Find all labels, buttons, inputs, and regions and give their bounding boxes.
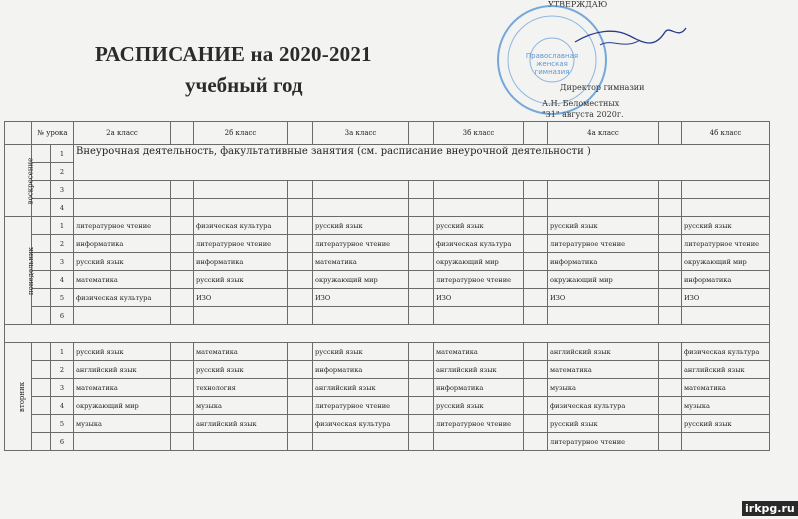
- svg-text:гимназия: гимназия: [534, 68, 570, 76]
- day-separator: [5, 325, 770, 343]
- room-cell: [659, 307, 682, 325]
- subject-cell: [682, 433, 770, 451]
- subject-cell: математика: [434, 343, 524, 361]
- room-cell: [171, 379, 194, 397]
- subject-cell: [313, 433, 409, 451]
- subject-cell: информатика: [194, 253, 288, 271]
- room-cell: [171, 235, 194, 253]
- subject-cell: ИЗО: [434, 289, 524, 307]
- subject-cell: русский язык: [74, 343, 171, 361]
- room-cell: [524, 415, 548, 433]
- room-cell: [288, 289, 313, 307]
- room-cell: [171, 415, 194, 433]
- room-cell: [409, 415, 434, 433]
- subject-cell: [194, 433, 288, 451]
- room-cell: [171, 361, 194, 379]
- subject-cell: физическая культура: [548, 397, 659, 415]
- lesson-number: 5: [51, 415, 74, 433]
- lesson-number: 4: [51, 397, 74, 415]
- room-cell: [524, 397, 548, 415]
- subject-cell: окружающий мир: [548, 271, 659, 289]
- subject-cell: музыка: [548, 379, 659, 397]
- approval-date: "31" августа 2020г.: [542, 110, 624, 119]
- lesson-number: 2: [51, 235, 74, 253]
- room-cell: [288, 235, 313, 253]
- room-cell: [409, 379, 434, 397]
- lesson-number: 6: [51, 433, 74, 451]
- table-row: [5, 379, 770, 397]
- subject-cell: математика: [313, 253, 409, 271]
- room-cell: [171, 307, 194, 325]
- lesson-number: 3: [51, 253, 74, 271]
- room-cell: [288, 343, 313, 361]
- lesson-number: 3: [51, 379, 74, 397]
- table-row: [5, 415, 770, 433]
- room-cell: [659, 343, 682, 361]
- room-cell: [409, 289, 434, 307]
- approval-label: УТВЕРЖДАЮ: [548, 0, 608, 9]
- svg-text:женская: женская: [536, 60, 568, 68]
- lesson-number: 1: [51, 343, 74, 361]
- subject-cell: физическая культура: [194, 217, 288, 235]
- signer-name: А.Н. Беломестных: [542, 99, 620, 108]
- subject-cell: математика: [194, 343, 288, 361]
- room-cell: [409, 271, 434, 289]
- svg-text:Православная: Православная: [525, 52, 579, 60]
- room-cell: [409, 343, 434, 361]
- room-cell: [409, 217, 434, 235]
- subject-cell: математика: [74, 379, 171, 397]
- table-row: [5, 145, 770, 163]
- subject-cell: русский язык: [194, 271, 288, 289]
- subject-cell: русский язык: [194, 361, 288, 379]
- table-row: [5, 361, 770, 379]
- subject-cell: ИЗО: [682, 289, 770, 307]
- room-cell: [171, 271, 194, 289]
- page-subtitle: учебный год: [185, 73, 303, 97]
- schedule-table: [4, 121, 770, 451]
- subject-cell: технология: [194, 379, 288, 397]
- class-2a-header: 2а класс: [74, 122, 171, 145]
- watermark: irkpg.ru: [742, 501, 798, 516]
- room-cell: [288, 379, 313, 397]
- subject-cell: математика: [682, 379, 770, 397]
- subject-cell: литературное чтение: [313, 235, 409, 253]
- class-2b-header: 2б класс: [194, 122, 288, 145]
- table-row: [5, 235, 770, 253]
- subject-cell: английский язык: [434, 361, 524, 379]
- room-cell: [659, 253, 682, 271]
- subject-cell: английский язык: [313, 379, 409, 397]
- lesson-number: 3: [51, 181, 74, 199]
- subject-cell: русский язык: [434, 217, 524, 235]
- room-cell: [171, 343, 194, 361]
- table-row: [5, 307, 770, 325]
- subject-cell: информатика: [682, 271, 770, 289]
- subject-cell: [434, 307, 524, 325]
- subject-cell: окружающий мир: [682, 253, 770, 271]
- room-cell: [659, 217, 682, 235]
- page-title: РАСПИСАНИЕ на 2020-2021: [95, 42, 372, 66]
- room-cell: [171, 253, 194, 271]
- room-cell: [524, 217, 548, 235]
- subject-cell: [74, 433, 171, 451]
- subject-cell: окружающий мир: [434, 253, 524, 271]
- subject-cell: [74, 307, 171, 325]
- header-row: [5, 122, 770, 145]
- signature: [570, 20, 690, 58]
- room-cell: [524, 433, 548, 451]
- lesson-number: 1: [51, 217, 74, 235]
- subject-cell: ИЗО: [194, 289, 288, 307]
- subject-cell: информатика: [74, 235, 171, 253]
- table-row: [5, 397, 770, 415]
- subject-cell: русский язык: [548, 415, 659, 433]
- subject-cell: физическая культура: [74, 289, 171, 307]
- class-4b-header: 4б класс: [682, 122, 770, 145]
- room-cell: [659, 271, 682, 289]
- room-cell: [409, 253, 434, 271]
- subject-cell: русский язык: [313, 343, 409, 361]
- room-cell: [524, 307, 548, 325]
- room-cell: [659, 415, 682, 433]
- subject-cell: окружающий мир: [74, 397, 171, 415]
- table-row: [5, 289, 770, 307]
- subject-cell: литературное чтение: [74, 217, 171, 235]
- subject-cell: литературное чтение: [434, 415, 524, 433]
- room-cell: [409, 397, 434, 415]
- subject-cell: русский язык: [548, 217, 659, 235]
- subject-cell: физическая культура: [434, 235, 524, 253]
- subject-cell: музыка: [194, 397, 288, 415]
- subject-cell: физическая культура: [313, 415, 409, 433]
- lesson-number: 4: [51, 199, 74, 217]
- lesson-number: 6: [51, 307, 74, 325]
- room-cell: [409, 361, 434, 379]
- room-cell: [659, 361, 682, 379]
- subject-cell: математика: [548, 361, 659, 379]
- subject-cell: литературное чтение: [194, 235, 288, 253]
- subject-cell: музыка: [682, 397, 770, 415]
- room-cell: [659, 235, 682, 253]
- day-label-sunday: воскресение: [5, 145, 32, 217]
- subject-cell: русский язык: [434, 397, 524, 415]
- subject-cell: [313, 307, 409, 325]
- subject-cell: ИЗО: [548, 289, 659, 307]
- subject-cell: английский язык: [548, 343, 659, 361]
- room-cell: [409, 433, 434, 451]
- subject-cell: литературное чтение: [548, 235, 659, 253]
- subject-cell: русский язык: [313, 217, 409, 235]
- room-cell: [524, 271, 548, 289]
- table-row: [5, 199, 770, 217]
- class-4a-header: 4а класс: [548, 122, 659, 145]
- room-cell: [288, 397, 313, 415]
- table-row: [5, 217, 770, 235]
- subject-cell: окружающий мир: [313, 271, 409, 289]
- room-cell: [659, 379, 682, 397]
- room-cell: [288, 433, 313, 451]
- room-cell: [659, 397, 682, 415]
- subject-cell: [194, 307, 288, 325]
- day-label-tuesday: вторник: [5, 343, 32, 451]
- lesson-number: 4: [51, 271, 74, 289]
- room-cell: [288, 253, 313, 271]
- room-cell: [524, 343, 548, 361]
- extracurricular-note: Внеурочная деятельность, факультативные занятия (см. расписание внеурочной деятельности ): [74, 145, 770, 181]
- subject-cell: английский язык: [682, 361, 770, 379]
- table-row: [5, 271, 770, 289]
- table-row: [5, 433, 770, 451]
- lesson-number: 1: [51, 145, 74, 163]
- subject-cell: литературное чтение: [682, 235, 770, 253]
- room-cell: [524, 253, 548, 271]
- room-cell: [288, 307, 313, 325]
- room-cell: [288, 361, 313, 379]
- lesson-number: 2: [51, 163, 74, 181]
- subject-cell: русский язык: [682, 415, 770, 433]
- subject-cell: [548, 307, 659, 325]
- room-cell: [288, 415, 313, 433]
- subject-cell: английский язык: [74, 361, 171, 379]
- table-row: [5, 253, 770, 271]
- class-3b-header: 3б класс: [434, 122, 524, 145]
- room-cell: [409, 235, 434, 253]
- subject-cell: музыка: [74, 415, 171, 433]
- subject-cell: физическая культура: [682, 343, 770, 361]
- subject-cell: информатика: [313, 361, 409, 379]
- subject-cell: русский язык: [682, 217, 770, 235]
- subject-cell: русский язык: [74, 253, 171, 271]
- table-row: [5, 343, 770, 361]
- room-cell: [524, 235, 548, 253]
- subject-cell: литературное чтение: [313, 397, 409, 415]
- room-cell: [288, 271, 313, 289]
- subject-cell: [434, 433, 524, 451]
- room-cell: [659, 289, 682, 307]
- lesson-no-header: № урока: [32, 122, 74, 145]
- subject-cell: ИЗО: [313, 289, 409, 307]
- lesson-number: 2: [51, 361, 74, 379]
- room-cell: [171, 433, 194, 451]
- subject-cell: [682, 307, 770, 325]
- room-cell: [288, 217, 313, 235]
- subject-cell: литературное чтение: [434, 271, 524, 289]
- subject-cell: математика: [74, 271, 171, 289]
- director-title: Директор гимназии: [560, 83, 645, 92]
- room-cell: [171, 289, 194, 307]
- table-row: [5, 181, 770, 199]
- day-label-monday: понедельник: [5, 217, 32, 325]
- room-cell: [171, 397, 194, 415]
- day-header: [5, 122, 32, 145]
- room-cell: [409, 307, 434, 325]
- subject-cell: информатика: [434, 379, 524, 397]
- room-cell: [524, 361, 548, 379]
- subject-cell: английский язык: [194, 415, 288, 433]
- subject-cell: информатика: [548, 253, 659, 271]
- room-cell: [524, 379, 548, 397]
- room-cell: [171, 217, 194, 235]
- lesson-number: 5: [51, 289, 74, 307]
- room-cell: [524, 289, 548, 307]
- subject-cell: литературное чтение: [548, 433, 659, 451]
- class-3a-header: 3а класс: [313, 122, 409, 145]
- room-cell: [659, 433, 682, 451]
